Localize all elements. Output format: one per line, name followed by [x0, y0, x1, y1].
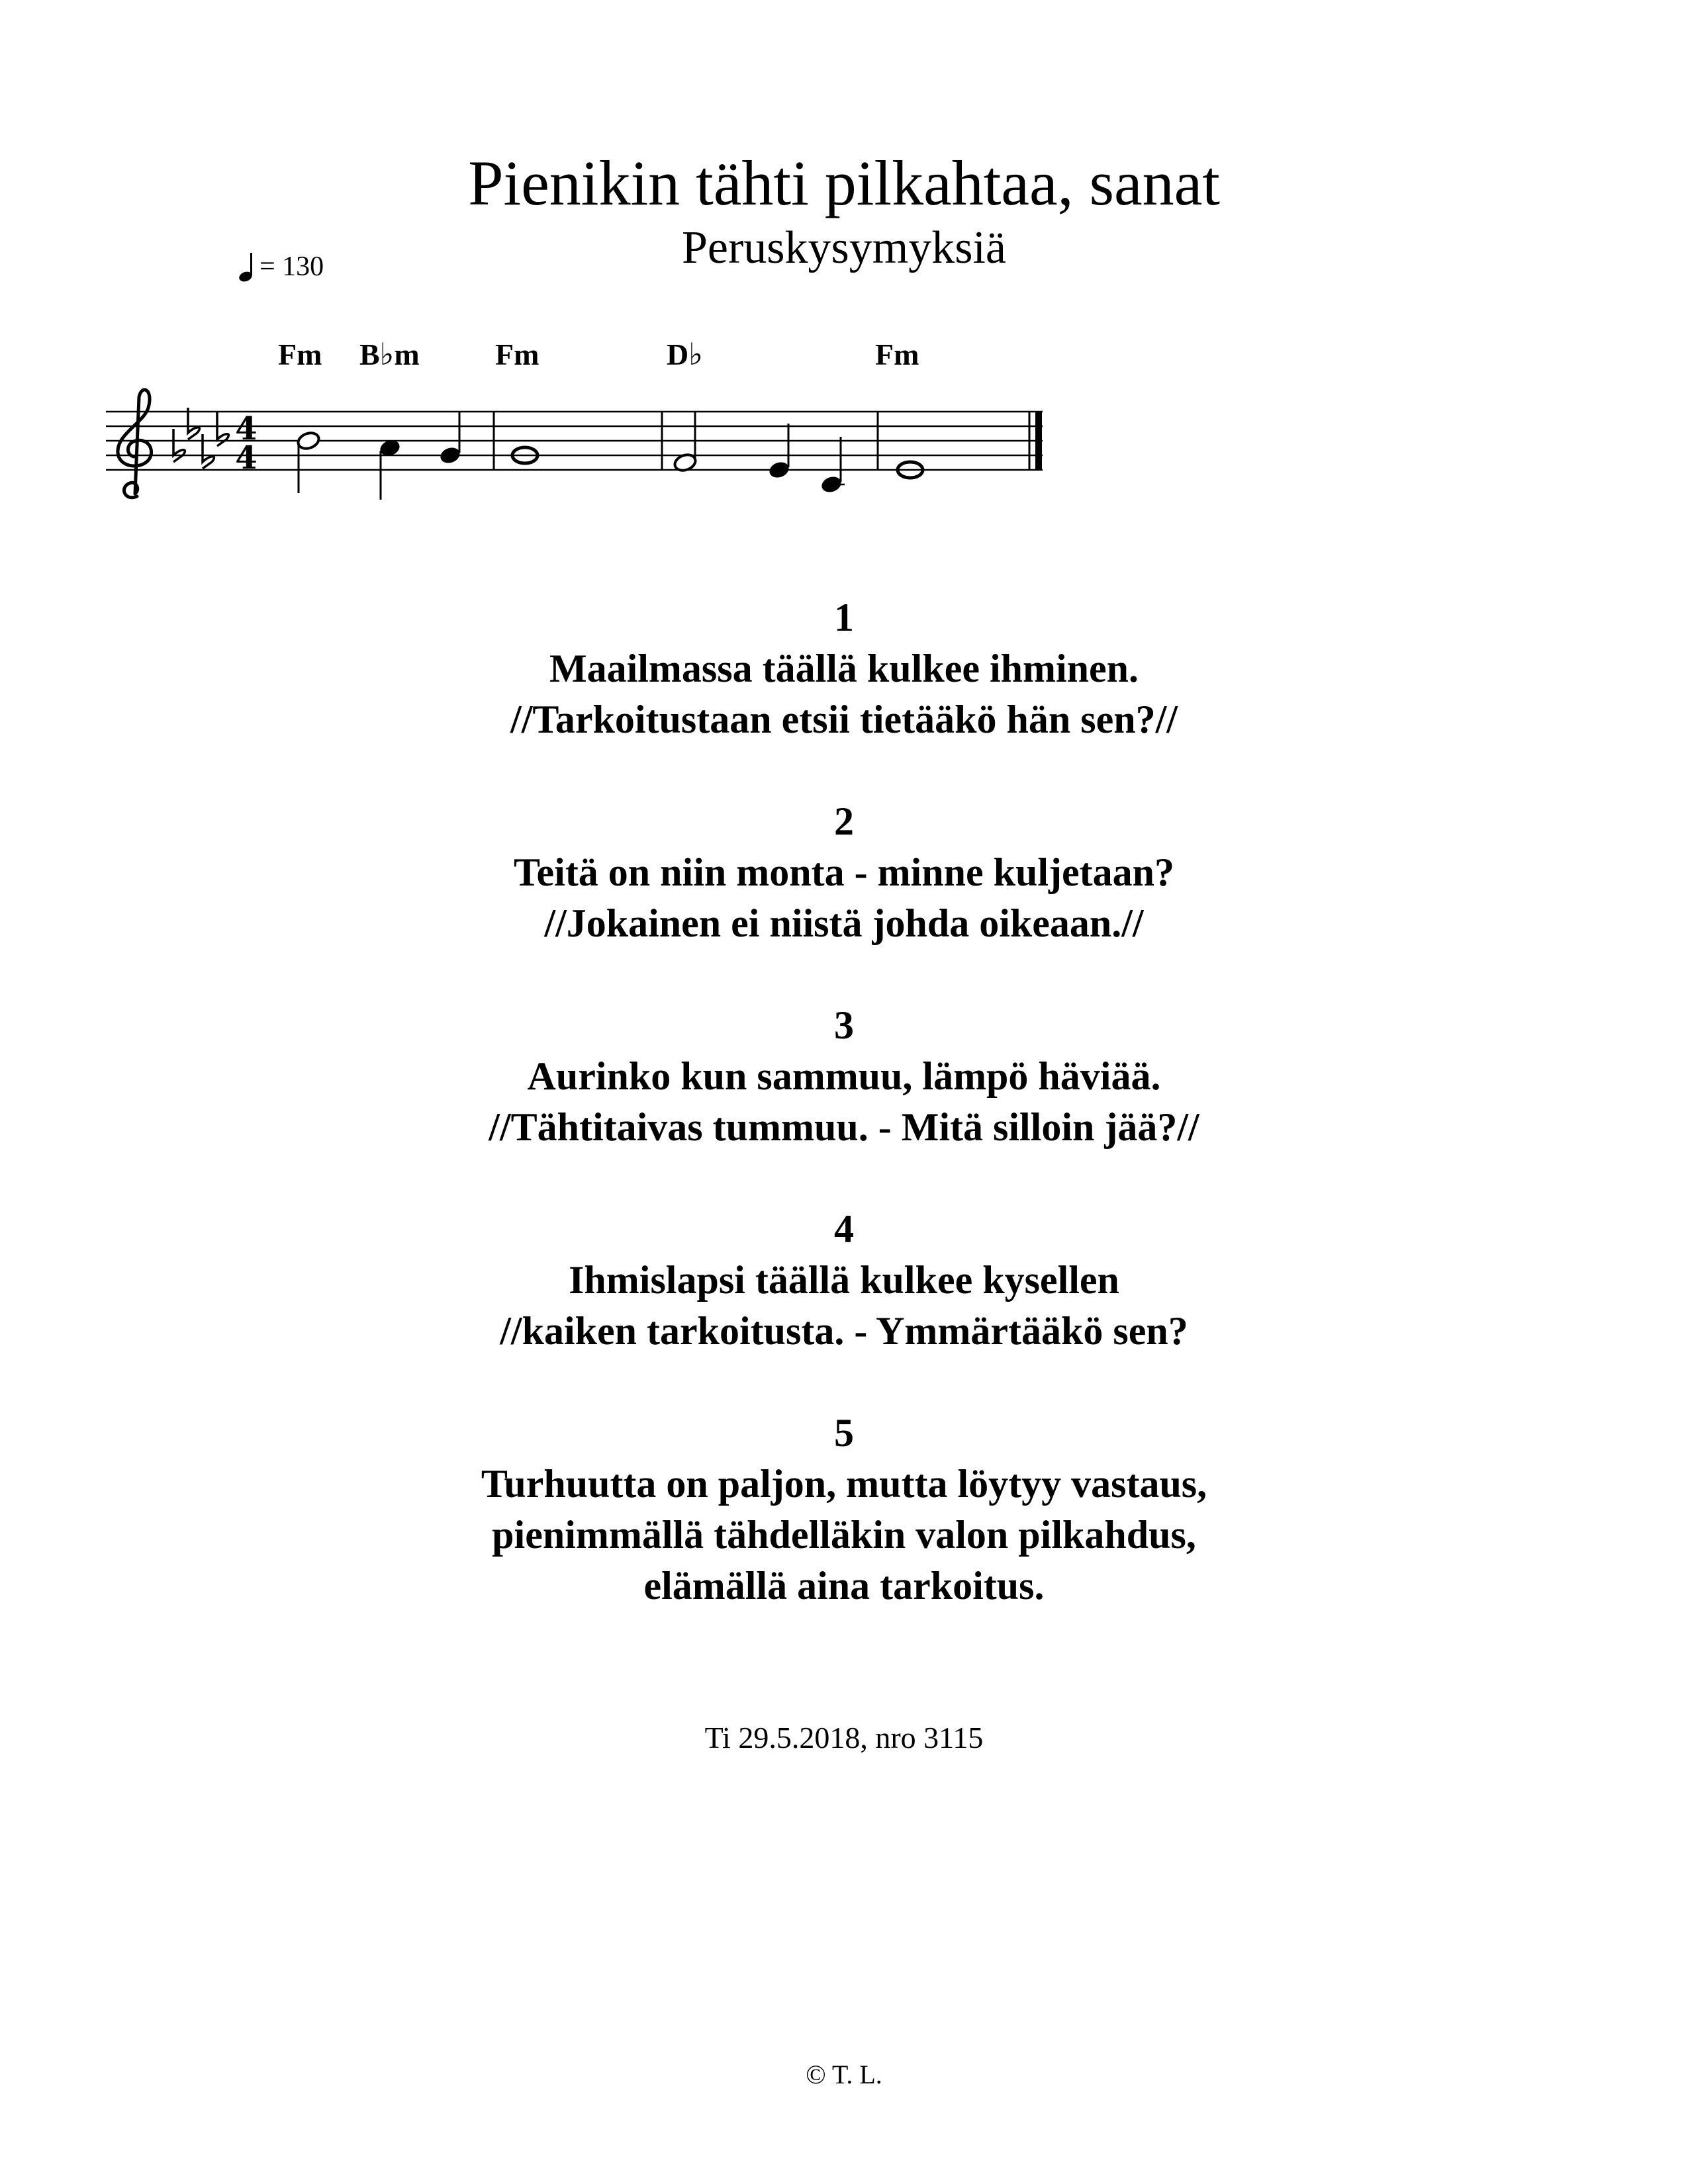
- tempo-text: = 130: [259, 251, 324, 282]
- chord-symbol: D♭: [667, 338, 703, 371]
- lyric-line: Ihmislapsi täällä kulkee kysellen: [569, 1258, 1119, 1302]
- chord-symbol: B♭m: [359, 338, 420, 371]
- copyright: © T. L.: [806, 2060, 882, 2089]
- key-signature-flats-icon: [173, 408, 228, 469]
- note-g4-half: [673, 412, 698, 473]
- treble-clef-icon: [118, 390, 152, 498]
- chord-symbol: Fm: [278, 338, 322, 371]
- lyric-line: //Tähtitaivas tummuu. - Mitä silloin jää?//: [489, 1105, 1199, 1149]
- tempo-marking: [238, 250, 324, 283]
- lyric-line: //Tarkoitustaan etsii tietääkö hän sen?//: [510, 698, 1178, 741]
- music-staff: [0, 371, 1072, 516]
- verse-number: 1: [834, 596, 854, 639]
- verse: [0, 1408, 1688, 1612]
- quarter-note-icon: [238, 251, 256, 282]
- verse: [0, 1204, 1688, 1357]
- lyric-line: Turhuutta on paljon, mutta löytyy vastaus,: [481, 1462, 1207, 1506]
- verse-number: 5: [834, 1411, 854, 1455]
- note-c5-half: [296, 430, 321, 493]
- note-ab4-quarter: [438, 412, 462, 465]
- date-line: Ti 29.5.2018, nro 3115: [704, 1721, 984, 1754]
- verse: [0, 796, 1688, 949]
- song-title: Pienikin tähti pilkahtaa, sanat: [468, 148, 1220, 218]
- song-subtitle: Peruskysymyksiä: [682, 222, 1006, 273]
- lyric-line: pienimmällä tähdelläkin valon pilkahdus,: [492, 1513, 1196, 1557]
- time-signature-top: 4: [235, 410, 258, 447]
- chord-symbol: Fm: [495, 338, 539, 371]
- lyrics: [0, 592, 1688, 1662]
- verse-number: 4: [834, 1207, 854, 1251]
- verse: [0, 592, 1688, 745]
- lyric-line: elämällä aina tarkoitus.: [643, 1564, 1045, 1608]
- lyric-line: //kaiken tarkoitusta. - Ymmärtääkö sen?: [500, 1309, 1188, 1353]
- note-db4-quarter: [820, 437, 845, 494]
- chord-symbol: Fm: [875, 338, 919, 371]
- note-f4-quarter: [767, 424, 791, 480]
- verse-number: 3: [834, 1003, 854, 1047]
- lyric-line: Teitä on niin monta - minne kuljetaan?: [514, 850, 1174, 894]
- note-bb4-quarter: [378, 438, 402, 500]
- lyric-line: Aurinko kun sammuu, lämpö häviää.: [527, 1054, 1161, 1098]
- time-signature-bottom: 4: [235, 439, 258, 477]
- lyric-line: Maailmassa täällä kulkee ihminen.: [549, 647, 1139, 690]
- final-barline-thick: [1035, 412, 1042, 470]
- verse-number: 2: [834, 799, 854, 843]
- verse: [0, 1000, 1688, 1153]
- lyric-line: //Jokainen ei niistä johda oikeaan.//: [544, 901, 1144, 945]
